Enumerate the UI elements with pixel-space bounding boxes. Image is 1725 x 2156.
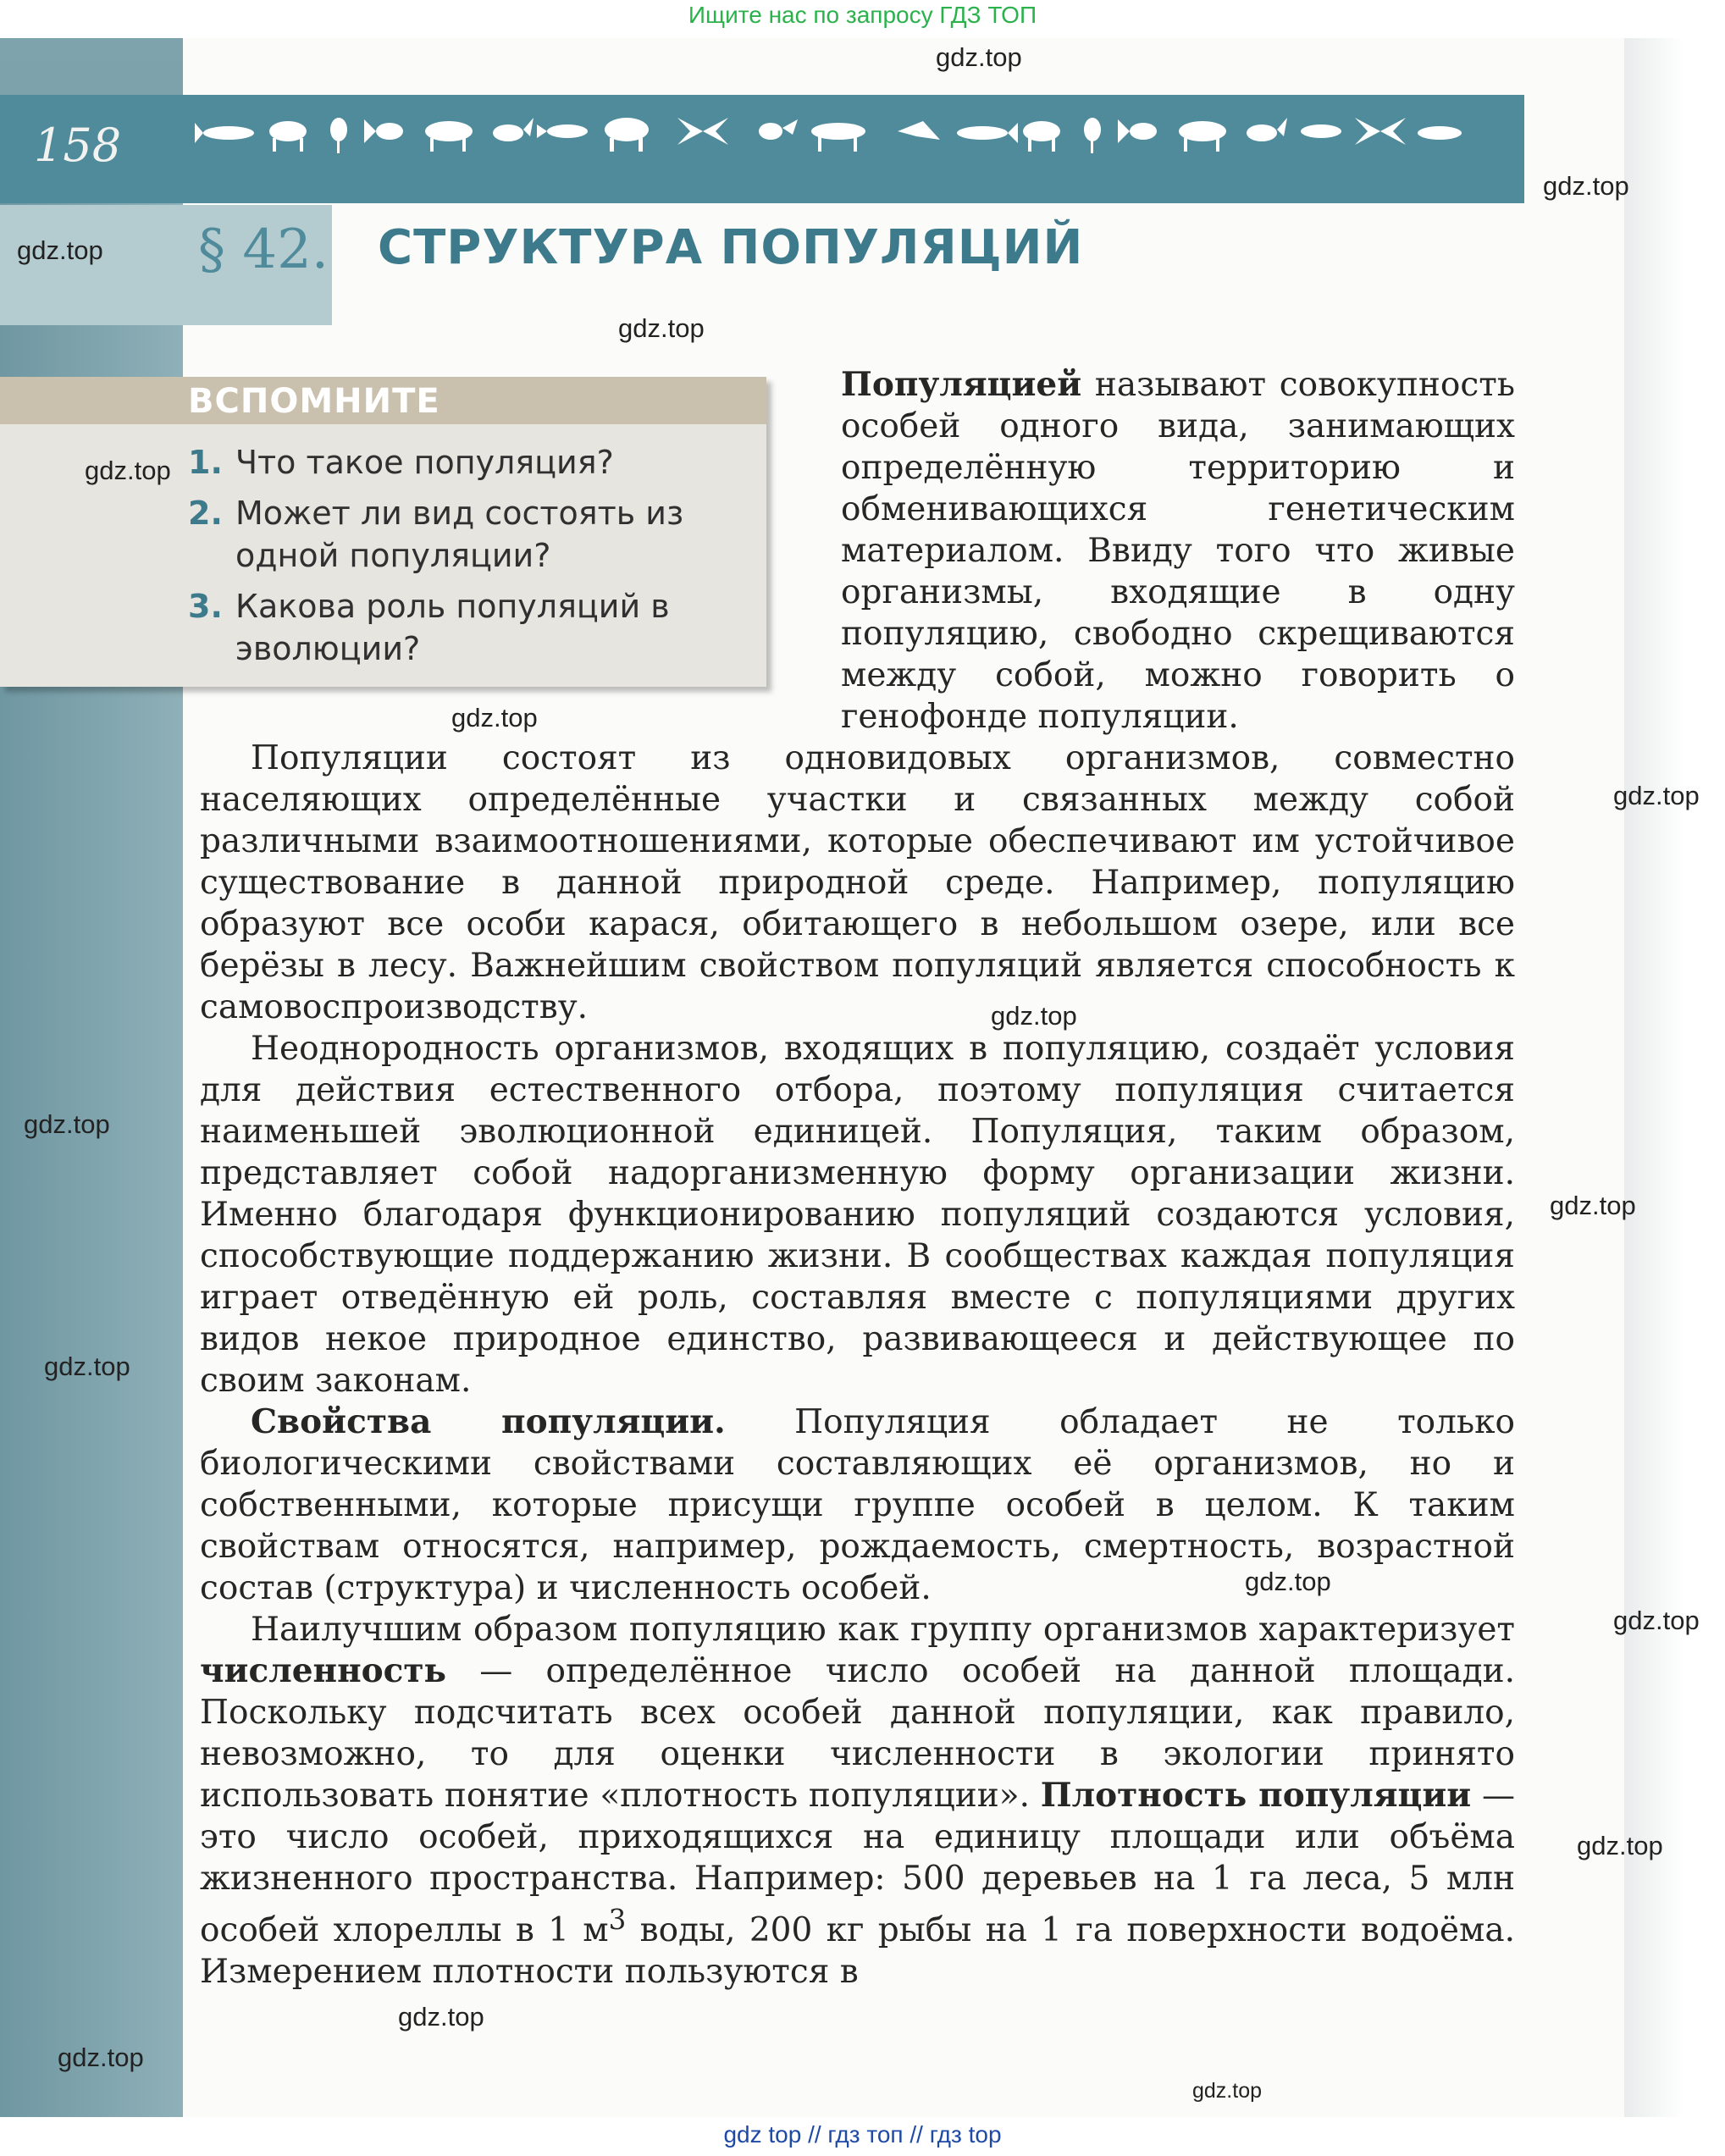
question-text: Что такое популяция?	[235, 444, 614, 481]
superscript: 3	[608, 1904, 627, 1936]
watermark: gdz.top	[1613, 1606, 1700, 1635]
watermark: gdz.top	[1192, 2079, 1263, 2103]
recall-question-2	[188, 492, 747, 577]
page-edge	[1624, 38, 1725, 2117]
section-number: § 42.	[198, 218, 329, 281]
paragraph-3-text: Популяция обладает не только биологическими свойствами составляющих её организмов, но и собственными, которые присущи группе особей в целом. К таким свойствам относятся, например, рождаемость, смертность, возрастной состав (структура) и численность особей.	[200, 1403, 1516, 1607]
body-text	[200, 738, 1515, 1993]
paragraph-4-part-d: воды, 200 кг рыбы на 1 га поверхности водоёма. Измерением плотности пользуются в	[200, 1911, 1515, 1991]
top-promo-link[interactable]: Ищите нас по запросу ГДЗ ТОП	[688, 2, 1037, 28]
question-number: 1.	[188, 444, 223, 481]
term-abundance: численность	[200, 1651, 447, 1690]
paragraph-4-part-a: Наилучшим образом популяцию как группу организмов характеризует	[251, 1611, 1515, 1649]
watermark: gdz.top	[1613, 781, 1700, 810]
intro-text: называют совокупность особей одного вида, занимающих определённую территорию и обменивающихся генетическим материалом. Ввиду того что живые организмы, входящие в одну популяцию, свободно скрещиваются между собой, можно говорить о генофонде популяции.	[841, 366, 1515, 736]
watermark: gdz.top	[936, 42, 1022, 72]
intro-term: Популяцией	[841, 365, 1082, 404]
question-number: 3.	[188, 588, 223, 625]
watermark: gdz.top	[1577, 1831, 1663, 1860]
properties-heading: Свойства популяции.	[251, 1402, 726, 1441]
recall-questions	[188, 441, 747, 678]
paragraph-4-part-c: — это число особей, приходящихся на единицу площади или объёма жизненного пространства. Например: 500 деревьев на 1 га леса, 5 млн особей хлореллы в 1 м	[200, 1777, 1515, 1949]
watermark: gdz.top	[44, 1352, 130, 1381]
paragraph-2: Неоднородность организмов, входящих в популяцию, создаёт условия для действия естественного отбора, поэтому популяция считается наименьшей эволюционной единицей. Популяция, таким образом, представляет собой надорганизменную форму организации жизни. Именно благодаря функционированию популяций создаются условия, способствующие поддержанию жизни. В сообществах каждая популяция играет отведённую ей роль, составляя вместе с популяциями других видов некое природное единство, развивающееся и действующее по своим законам.	[200, 1030, 1515, 1400]
paragraph-4	[200, 1609, 1515, 1993]
watermark: gdz.top	[618, 313, 705, 343]
watermark: gdz.top	[991, 1001, 1077, 1031]
watermark: gdz.top	[398, 2002, 484, 2032]
question-text: Может ли вид состоять из одной популяции?	[235, 495, 684, 574]
recall-box	[0, 377, 766, 687]
watermark: gdz.top	[1543, 171, 1629, 201]
intro-paragraph	[841, 364, 1515, 738]
watermark: gdz.top	[17, 235, 103, 265]
recall-title: ВСПОМНИТЕ	[188, 382, 440, 421]
watermark: gdz.top	[451, 703, 538, 732]
question-number: 2.	[188, 495, 223, 532]
question-text: Какова роль популяций в эволюции?	[235, 588, 670, 667]
watermark: gdz.top	[1245, 1567, 1331, 1596]
watermark: gdz.top	[58, 2043, 144, 2072]
watermark: gdz.top	[24, 1109, 110, 1139]
animal-silhouettes-icon	[195, 106, 1465, 157]
term-density: Плотность популяции	[1040, 1776, 1472, 1815]
footer-links[interactable]: gdz top // гдз топ // гдз top	[723, 2121, 1002, 2148]
paragraph-1: Популяции состоят из одновидовых организмов, совместно населяющих определённые участки и связанных между собой различными взаимоотношениями, которые обеспечивают им устойчивое существование в данной природной среде. Например, популяцию образуют все особи карася, обитающего в небольшом озере, или все берёзы в лесу. Важнейшим свойством популяций является способность к самовоспроизводству.	[200, 739, 1515, 1026]
watermark: gdz.top	[85, 456, 171, 485]
page-number: 158	[34, 119, 122, 172]
watermark: gdz.top	[1550, 1191, 1636, 1220]
recall-question-1	[188, 441, 747, 484]
paragraph-4-part-b: — определённое число особей на данной площади. Поскольку подсчитать всех особей данной популяции, как правило, невозможно, то для оценки численности в экологии принято использовать понятие «плотность популяции».	[200, 1652, 1515, 1815]
section-title: СТРУКТУРА ПОПУЛЯЦИЙ	[378, 220, 1084, 275]
recall-question-3	[188, 585, 747, 670]
